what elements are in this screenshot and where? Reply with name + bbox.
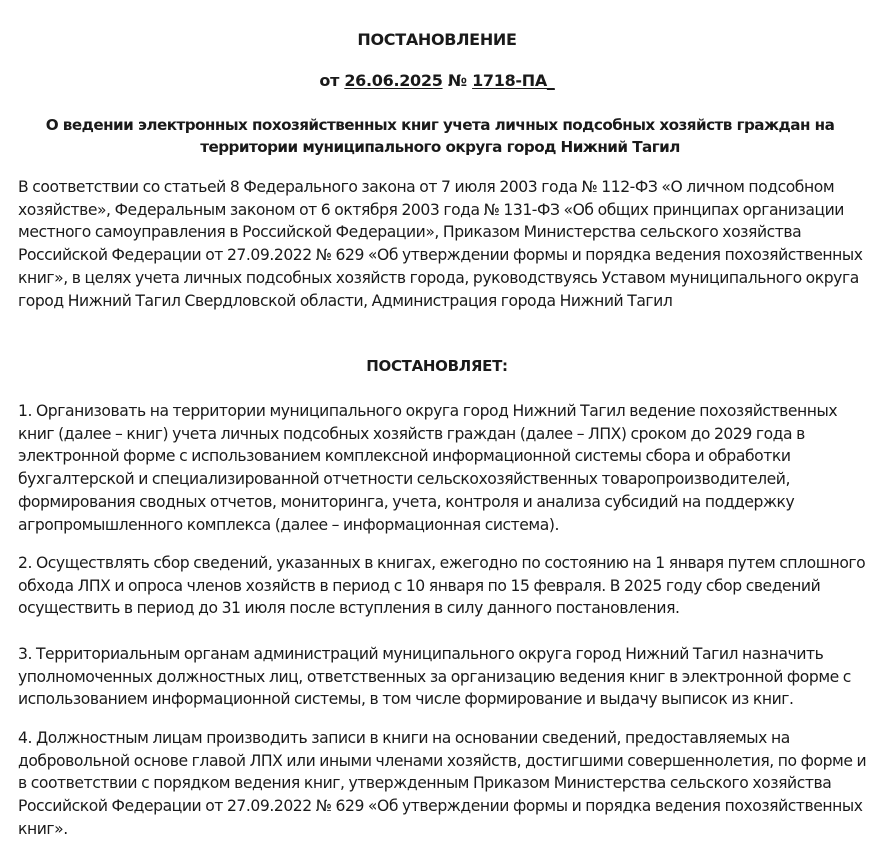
document-date: 26.06.2025: [344, 71, 443, 90]
number-sign: №: [447, 71, 467, 90]
paragraph-4: 4. Должностным лицам производить записи в книги на основании сведений, предоставляемых на добровольной основе главой ЛПХ или иными членами хозяйств, достигшими совершеннолетия, по форме и в соответствии с порядком ведения книг, утвержденным Приказом Министерства сельского хозяйства Российской Федерации от 27.09.2022 № 629 «Об утверждении формы и порядка ведения похозяйственных книг».: [18, 729, 867, 838]
intro-paragraph: В соответствии со статьей 8 Федерального закона от 7 июля 2003 года № 112-ФЗ «О личном подсобном хозяйстве», Федеральным законом от 6 октября 2003 года № 131-ФЗ «Об общих принципах организации местного самоуправления в Российской Федерации», Приказом Министерства сельского хозяйства Российской Федерации от 27.09.2022 № 629 «Об утверждении формы и порядка ведения похозяйственных книг», в целях учета личных подсобных хозяйств города, руководствуясь Уставом муниципального округа город Нижний Тагил Свердловской области, Администрация города Нижний Тагил: [18, 178, 863, 310]
document-date-line: [0, 71, 874, 90]
paragraph-2: 2. Осуществлять сбор сведений, указанных в книгах, ежегодно по состоянию на 1 января путем сплошного обхода ЛПХ и опроса членов хозяйств в период с 10 января по 15 февраля. В 2025 году сбор сведений осуществить в период до 31 июля после вступления в силу данного постановления.: [18, 554, 866, 618]
document-number: 1718-ПА_: [472, 71, 555, 90]
decree-heading: ПОСТАНОВЛЯЕТ:: [366, 357, 508, 375]
document-title: ПОСТАНОВЛЕНИЕ: [357, 30, 517, 49]
paragraph-1: 1. Организовать на территории муниципального округа город Нижний Тагил ведение похозяйственных книг (далее – книг) учета личных подсобных хозяйств граждан (далее – ЛПХ) сроком до 2029 года в электронной форме с использованием комплексной информационной системы сбора и обработки бухгалтерской и специализированной отчетности сельскохозяйственных товаропроизводителей, формирования сводных отчетов, мониторинга, учета, контроля и анализа субсидий на поддержку агропромышленного комплекса (далее – информационная система).: [18, 402, 838, 534]
date-prefix: от: [319, 71, 340, 90]
paragraph-3: 3. Территориальным органам администраций муниципального округа город Нижний Тагил назначить уполномоченных должностных лиц, ответственных за организацию ведения книг в электронной форме с использованием информационной системы, в том числе формирование и выдачу выписок из книг.: [18, 645, 851, 709]
document-subject: О ведении электронных похозяйственных книг учета личных подсобных хозяйств граждан на территории муниципального округа город Нижний Тагил: [45, 116, 835, 156]
